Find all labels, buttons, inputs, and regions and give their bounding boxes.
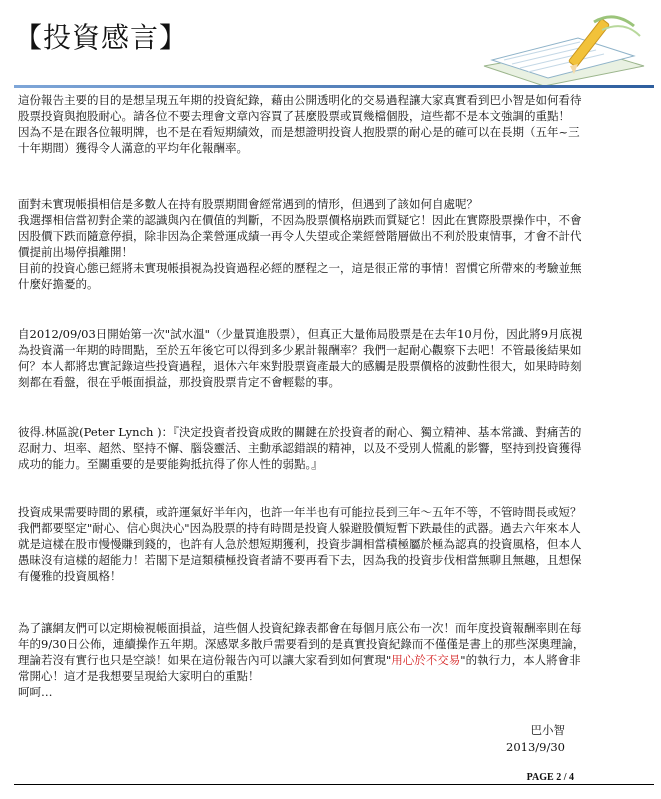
closing-text-after: "的執行力，本人將會非常開心！這才是我想要呈現給大家明白的重點！ <box>18 653 581 683</box>
signature-date: 2013/9/30 <box>506 740 565 754</box>
page-number: PAGE 2 / 4 <box>526 772 574 783</box>
paragraph-unrealized-loss-question: 面對未實現帳損相信是多數人在持有股票期間會經常遇到的情形，但遇到了該如何自處呢？ <box>18 197 478 211</box>
author-name: 巴小智 <box>530 723 565 737</box>
paragraph-laugh: 呵呵… <box>18 685 53 699</box>
paragraph-unrealized-loss-mindset: 目前的投資心態已經將未實現帳損視為投資過程必經的歷程之一，這是很正常的事情！習慣它所帶來的考驗並無什麼好擔憂的。 <box>18 261 582 291</box>
paragraph-timeline: 自2012/09/03日開始第一次"試水溫"（少量買進股票），但真正大量佈局股票是在去年10月份，因此將9月底視為投資滿一年期的時間點，至於五年後它可以得到多少累計報酬率？我們一起耐心觀察下去吧！不管最後結果如何？本人都將忠實記錄這些投資過程，退休六年來對股票資產最大的感觸是股票價格的波動性很大，如果時時刻刻都在看盤，很在乎帳面損益，那投資股票肯定不會輕鬆的事。 <box>18 327 583 389</box>
footer-divider <box>14 784 654 785</box>
notebook-pencil-icon <box>474 8 654 92</box>
paragraph-intro: 這份報告主要的目的是想呈現五年期的投資紀錄，藉由公開透明化的交易過程讓大家真實看到巴小智是如何看待股票投資與抱股耐心。請各位不要去理會文章內容買了甚麼股票或買幾檔個股，這些都不是本文強調的重點！ 因為不是在跟各位報明牌，也不是在看短期績效，而是想證明投資人抱股票的耐心是的確可以在長期（五年~三十年期間）獲得令人滿意的平均年化報酬率。 <box>18 93 582 155</box>
closing-text-before: 為了讓網友們可以定期檢視帳面損益，這些個人投資紀錄表都會在每個月底公布一次！而年度投資報酬率則在每年的9/30日公佈，連續操作五年期。深感眾多散戶需要看到的是真實投資紀錄而不僅僅是書上的那些深奧理論，理論若沒有實行也只是空談！如果在這份報告內可以讓大家看到如何實現" <box>18 621 585 667</box>
signature-block <box>506 722 565 756</box>
paragraph-unrealized-loss-choice: 我選擇相信當初對企業的認識與內在價值的判斷，不因為股票價格崩跌而質疑它！因此在實際股票操作中，不會因股價下跌而隨意停損，除非因為企業營運成績一再令人失望或企業經營階層做出不利於股東情事，才會不計代價提前出場停損離開！ <box>18 213 582 259</box>
paragraph-patience: 投資成果需要時間的累積，或許運氣好半年內，也許一年半也有可能拉長到三年～五年不等，不管時間長或短？我們都要堅定"耐心、信心與決心"因為股票的持有時間是投資人躲避股價短暫下跌最佳的武器。過去六年來本人就是這樣在股市慢慢賺到錢的，也許有人急於想短期獲利，投資步調相當積極屬於極為認真的投資風格，但本人愚昧沒有這樣的超能力！若閣下是這類積極投資者請不要再看下去，因為我的投資步伐相當無聊且無趣，且想保有優雅的投資風格！ <box>18 505 582 583</box>
article-body <box>18 92 588 700</box>
paragraph-peter-lynch-quote: 彼得.林區說(Peter Lynch )：『決定投資者投資成敗的關鍵在於投資者的耐心、獨立精神、基本常識、對痛苦的忍耐力、坦率、超然、堅持不懈、腦袋靈活、主動承認錯誤的精神，以及不受別人慌亂的影響，堅持到投資獲得成功的能力。至關重要的是要能夠抵抗得了你人性的弱點。』 <box>18 425 582 471</box>
title-divider <box>14 85 654 88</box>
page-title: 【投資感言】 <box>14 21 189 54</box>
closing-highlight: 用心於不交易 <box>391 653 461 667</box>
paragraph-closing <box>18 620 588 684</box>
